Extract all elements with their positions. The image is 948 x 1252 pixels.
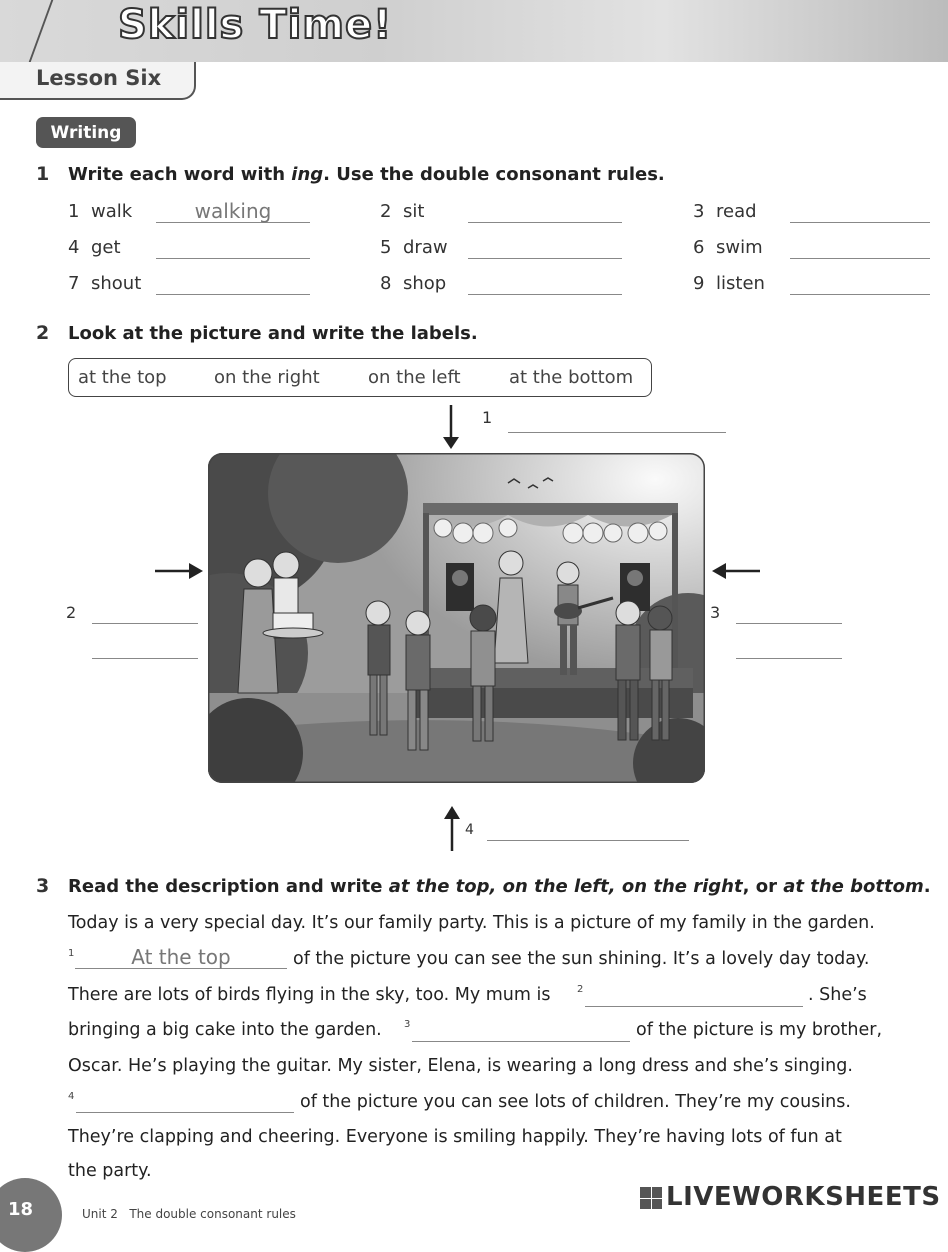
word-bank-item: at the bottom [509, 367, 634, 388]
exercise-3-number: 3 [36, 875, 50, 897]
text-line-3-end: . She’s [808, 985, 867, 1005]
ex1-item-number: 7 [68, 273, 80, 294]
ex1-item-number: 3 [693, 201, 705, 222]
label-4-blank[interactable] [487, 818, 689, 841]
text-line-7: They’re clapping and cheering. Everyone is smiling happily. They’re having lots of fun at [68, 1127, 842, 1147]
label-4-number: 4 [465, 822, 474, 838]
brand-logo: LIVEWORKSHEETS [666, 1182, 941, 1212]
exercise-3-instruction: Read the description and write at the top, on the left, on the right, or at the bottom. [68, 876, 931, 897]
text-line-6: of the picture you can see lots of children. They’re my cousins. [300, 1092, 851, 1112]
ex1-item-word: listen [716, 273, 765, 294]
page-title: Skills Time! [118, 2, 393, 48]
ex1-item-word: walk [91, 201, 133, 222]
label-1-number: 1 [482, 408, 493, 427]
exercise-1-instruction: Write each word with ing. Use the double consonant rules. [68, 164, 665, 185]
ex1-answer-input[interactable] [790, 236, 930, 259]
blank-1-number: 1 [68, 948, 75, 959]
text-line-2: of the picture you can see the sun shining. It’s a lovely day today. [293, 949, 870, 969]
exercise-2-instruction: Look at the picture and write the labels. [68, 323, 478, 344]
word-bank-item: on the left [368, 367, 461, 388]
ex1-item-word: get [91, 237, 121, 258]
page-number: 18 [8, 1199, 34, 1220]
ex1-item-word: draw [403, 237, 448, 258]
text-line-4-end: of the picture is my brother, [636, 1020, 883, 1040]
ex1-item-word: sit [403, 201, 425, 222]
ex1-item-number: 5 [380, 237, 392, 258]
ex1-item-number: 4 [68, 237, 80, 258]
label-2-number: 2 [66, 603, 77, 622]
label-3-number: 3 [710, 603, 721, 622]
blank-3-number: 3 [404, 1019, 411, 1030]
ex1-item-number: 2 [380, 201, 392, 222]
ex1-answer-input[interactable] [468, 236, 622, 259]
ex1-answer-input[interactable] [790, 200, 930, 223]
text-line-3: There are lots of birds flying in the sky, too. My mum is [68, 985, 551, 1005]
ex1-item-word: shout [91, 273, 142, 294]
lesson-label: Lesson Six [36, 66, 162, 90]
label-2-blank-line2[interactable] [92, 636, 198, 659]
garden-party-illustration [208, 453, 705, 783]
label-3-blank[interactable] [736, 601, 842, 624]
ex1-item-number: 6 [693, 237, 705, 258]
exercise-1-number: 1 [36, 163, 50, 185]
ex1-answer-input[interactable] [468, 200, 622, 223]
ex1-answer-input[interactable] [156, 236, 310, 259]
blank-2-input[interactable] [585, 984, 803, 1007]
ex1-item-word: swim [716, 237, 763, 258]
label-1-blank[interactable] [508, 410, 726, 433]
label-3-blank-line2[interactable] [736, 636, 842, 659]
text-line-8: the party. [68, 1161, 152, 1181]
blank-1-input[interactable]: At the top [75, 946, 287, 969]
text-line-4: bringing a big cake into the garden. [68, 1020, 382, 1040]
section-tag: Writing [36, 117, 136, 148]
word-bank-item: at the top [78, 367, 167, 388]
text-line-5: Oscar. He’s playing the guitar. My sister, Elena, is wearing a long dress and she’s singing. [68, 1056, 853, 1076]
arrow-left-icon [710, 560, 762, 582]
blank-2-number: 2 [577, 984, 584, 995]
exercise-2-number: 2 [36, 322, 50, 344]
ex1-item-word: read [716, 201, 757, 222]
blank-3-input[interactable] [412, 1019, 630, 1042]
word-bank-item: on the right [214, 367, 320, 388]
text-line-1: Today is a very special day. It’s our family party. This is a picture of my family in the garden. [68, 913, 875, 933]
ex1-answer-input[interactable] [156, 272, 310, 295]
liveworksheets-logo-icon [640, 1187, 662, 1209]
arrow-up-icon [441, 803, 463, 853]
ex1-answer-input[interactable]: walking [156, 200, 310, 223]
ex1-item-number: 1 [68, 201, 80, 222]
label-2-blank[interactable] [92, 601, 198, 624]
ex1-item-number: 9 [693, 273, 705, 294]
ex1-item-word: shop [403, 273, 447, 294]
ex1-answer-input[interactable] [468, 272, 622, 295]
arrow-right-icon [153, 560, 205, 582]
word-bank [68, 358, 652, 397]
unit-label: Unit 2 The double consonant rules [82, 1207, 296, 1221]
ex1-answer-input[interactable] [790, 272, 930, 295]
blank-4-input[interactable] [76, 1090, 294, 1113]
arrow-down-icon [440, 403, 462, 451]
ex1-item-number: 8 [380, 273, 392, 294]
blank-4-number: 4 [68, 1091, 75, 1102]
